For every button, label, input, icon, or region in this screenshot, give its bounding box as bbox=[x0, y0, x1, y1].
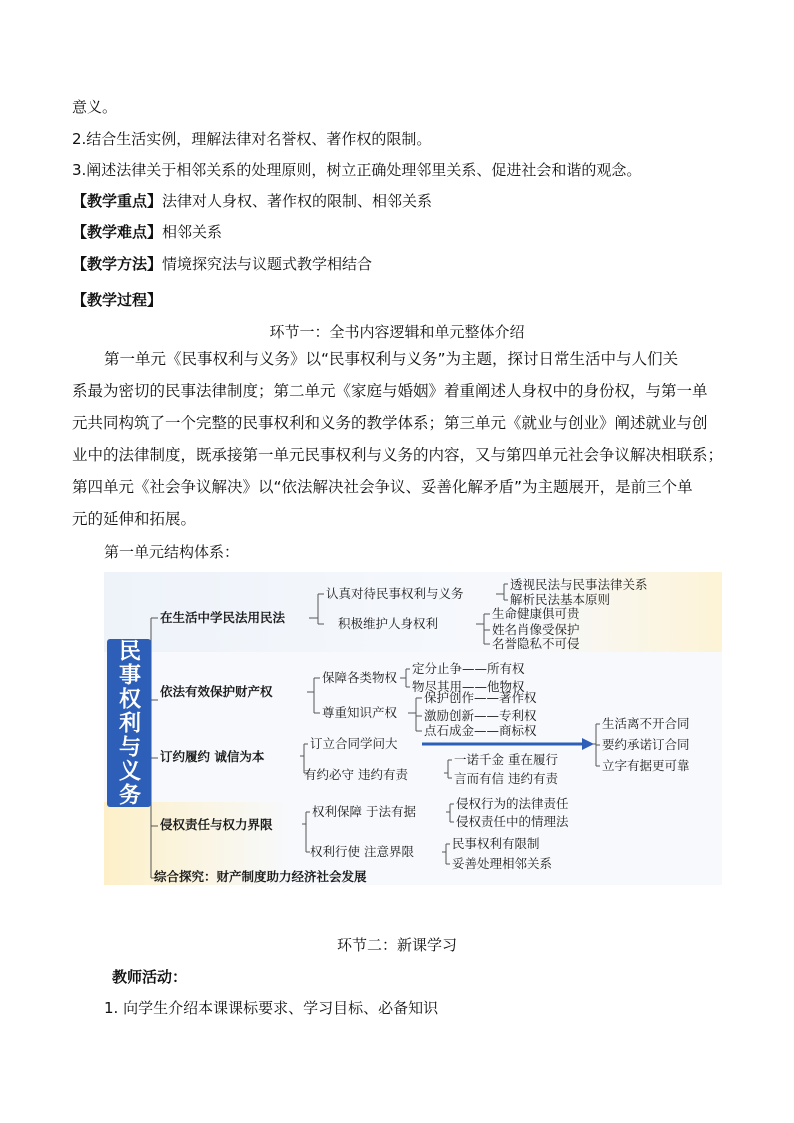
text-line: 3.阐述法律关于相邻关系的处理原则，树立正确处理邻里关系、促进社会和谐的观念。 bbox=[72, 161, 642, 179]
diagram-node: 权利行使 注意界限 bbox=[310, 844, 414, 859]
contract-arrow bbox=[422, 738, 594, 750]
diagram-node: 综合探究：财产制度助力经济社会发展 bbox=[154, 869, 367, 884]
paragraph-line: 系最为密切的民事法律制度；第二单元《家庭与婚姻》着重阐述人身权中的身份权，与第一单 bbox=[72, 382, 708, 400]
diagram-node: 言而有信 违约有责 bbox=[454, 771, 558, 786]
paragraph-line: 第一单元《民事权利与义务》以“民事权利与义务”为主题，探讨日常生活中与人们关 bbox=[104, 350, 679, 368]
paragraph-line: 元的延伸和拓展。 bbox=[72, 510, 197, 528]
text-line: 意义。 bbox=[72, 98, 118, 116]
method-line bbox=[72, 254, 372, 274]
difficulty-text: 相邻关系 bbox=[162, 223, 223, 241]
diagram-title-box: 民事权利与义务 bbox=[107, 639, 151, 807]
diagram-node: 要约承诺订合同 bbox=[602, 737, 690, 752]
paragraph-line: 元共同构筑了一个完整的民事权利和义务的教学体系；第三单元《就业与创业》阐述就业与创 bbox=[72, 414, 708, 432]
method-text: 情境探究法与议题式教学相结合 bbox=[162, 255, 373, 273]
diagram-node: 激励创新——专利权 bbox=[424, 708, 537, 723]
list-item: 1. 向学生介绍本课课标要求、学习目标、必备知识 bbox=[104, 999, 439, 1017]
diagram-node: 姓名肖像受保护 bbox=[492, 622, 580, 637]
structure-label: 第一单元结构体系： bbox=[104, 543, 240, 561]
diagram-node: 物尽其用——他物权 bbox=[412, 679, 525, 694]
diagram-node: 有约必守 违约有责 bbox=[304, 767, 408, 782]
section-title: 环节二：新课学习 bbox=[336, 936, 457, 954]
diagram-node: 订约履约 诚信为本 bbox=[160, 749, 265, 764]
key-point-label: 【教学重点】 bbox=[72, 192, 163, 210]
diagram-node: 侵权责任中的情理法 bbox=[456, 814, 569, 829]
diagram-node: 名誉隐私不可侵 bbox=[492, 636, 580, 651]
diagram-node: 保障各类物权 bbox=[322, 670, 398, 685]
diagram-node: 尊重知识产权 bbox=[322, 705, 398, 720]
diagram-node: 在生活中学民法用民法 bbox=[160, 610, 286, 625]
diagram-node: 解析民法基本原则 bbox=[510, 592, 611, 607]
difficulty-label: 【教学难点】 bbox=[72, 223, 163, 241]
diagram-node: 立字有据更可靠 bbox=[602, 758, 690, 773]
key-point-line bbox=[72, 191, 432, 211]
diagram-node: 保护创作——著作权 bbox=[424, 690, 537, 705]
diagram-node: 权利保障 于法有据 bbox=[312, 804, 416, 819]
diagram-node: 妥善处理相邻关系 bbox=[452, 856, 553, 871]
diagram-node: 侵权行为的法律责任 bbox=[456, 796, 569, 811]
diagram-node: 侵权责任与权力界限 bbox=[160, 817, 273, 832]
diagram-node: 认真对待民事权利与义务 bbox=[326, 586, 464, 601]
diagram-node: 透视民法与民事法律关系 bbox=[510, 577, 648, 592]
diagram-node: 民事权利有限制 bbox=[452, 836, 540, 851]
diagram-node: 依法有效保护财产权 bbox=[160, 684, 273, 699]
unit-structure-diagram bbox=[104, 572, 722, 885]
section-title: 环节一：全书内容逻辑和单元整体介绍 bbox=[269, 323, 525, 341]
diagram-node: 一诺千金 重在履行 bbox=[454, 752, 558, 767]
diagram-node: 生活离不开合同 bbox=[602, 716, 690, 731]
teacher-activity-label: 教师活动： bbox=[112, 968, 188, 986]
method-label: 【教学方法】 bbox=[72, 255, 163, 273]
key-point-text: 法律对人身权、著作权的限制、相邻关系 bbox=[162, 192, 433, 210]
diagram-node: 生命健康俱可贵 bbox=[492, 606, 580, 621]
process-label: 【教学过程】 bbox=[72, 291, 163, 309]
diagram-node: 积极维护人身权利 bbox=[338, 616, 439, 631]
paragraph-line: 业中的法律制度，既承接第一单元民事权利与义务的内容，又与第四单元社会争议解决相联系； bbox=[72, 446, 724, 464]
text-line: 2.结合生活实例，理解法律对名誉权、著作权的限制。 bbox=[72, 130, 432, 148]
diagram-node: 订立合同学问大 bbox=[310, 736, 398, 751]
intro-paragraph bbox=[72, 343, 724, 535]
diagram-node: 点石成金——商标权 bbox=[424, 723, 537, 738]
paragraph-line: 第四单元《社会争议解决》以“依法解决社会争议、妥善化解矛盾”为主题展开，是前三个单 bbox=[72, 478, 693, 496]
diagram-node: 定分止争——所有权 bbox=[412, 661, 525, 676]
difficulty-line bbox=[72, 222, 222, 242]
